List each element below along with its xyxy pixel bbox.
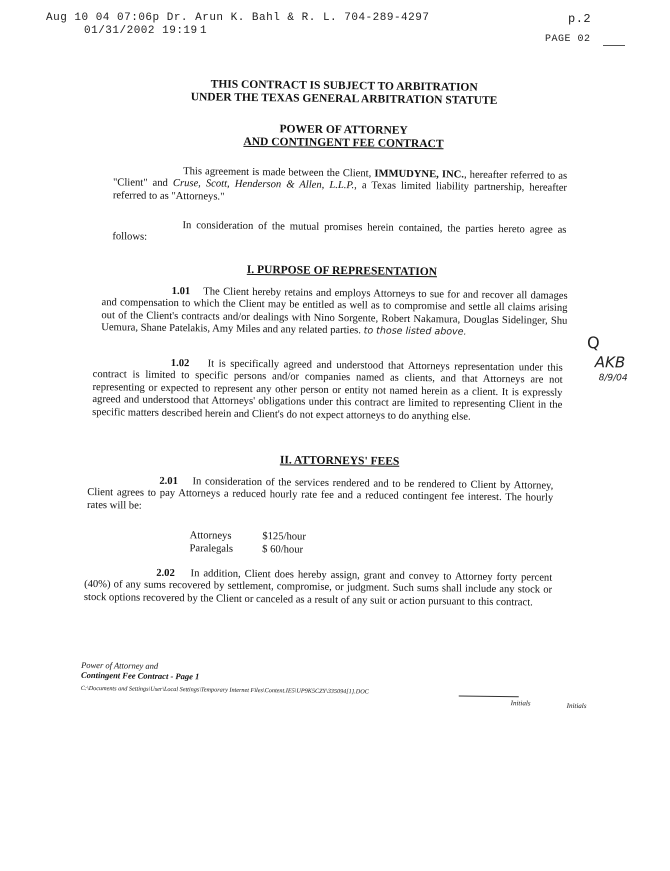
contract-title xyxy=(103,121,583,153)
agreement-text-a: This agreement is made between the Client, xyxy=(183,166,375,180)
paragraph-1-02-text: It is specifically agreed and understood that Attorneys representation under this contract is limited to specific persons and/or companies named as clients, and that Attorneys are not representing or expected to represent any other person or entity not named herein as a client. It is expressly agreed and understood that Attorneys' obligations under this contract are limited to representing Client in the specific matters described herein and Client's do not expect attorneys to do anything else. xyxy=(92,358,563,423)
initials-label-1: Initials xyxy=(510,699,531,708)
handwritten-insert: to those listed above. xyxy=(363,325,467,338)
section-1-heading: I. PURPOSE OF REPRESENTATION xyxy=(246,263,438,279)
agreement-text-c: , a Texas limited liability partnership, hereafter referred to as "Attorneys." xyxy=(112,180,568,203)
paragraph-2-01 xyxy=(87,475,553,518)
client-name: IMMUDYNE, INC. xyxy=(374,168,465,181)
rate-value: $ 60/hour xyxy=(262,544,304,556)
paragraph-2-01-number: 2.01 xyxy=(159,475,178,488)
margin-mark-q: Q xyxy=(586,333,600,353)
rates-table xyxy=(189,530,306,557)
agreement-paragraph xyxy=(113,165,567,208)
paragraph-1-01 xyxy=(101,285,568,340)
firm-name: Cruse, Scott, Henderson & Allen, L.L.P. xyxy=(172,178,355,192)
paragraph-1-01-text: The Client hereby retains and employs Attorneys to sue for and recover all damages and compensation to which the Client may be entitled as well as to compromise and settle all claims arising out of the Client's contracts and/or dealings with Nino Sorgente, Robert Nakamura, Douglas Sidelinger, Shu Uemura, Shane Patelakis, Amy Miles and any related parties. xyxy=(101,286,568,337)
agreement-text-b: , hereafter referred to as "Client" and xyxy=(112,169,568,190)
footer-line-2: Contingent Fee Contract - Page 1 xyxy=(80,669,200,682)
rate-role: Attorneys xyxy=(189,530,232,542)
paragraph-1-01-number: 1.01 xyxy=(171,285,191,298)
fax-date-line: 01/31/2002 19:19 xyxy=(84,25,198,37)
fax-page-label: PAGE 02 xyxy=(545,34,591,45)
arbitration-notice xyxy=(104,77,584,109)
paragraph-2-01-text: In consideration of the services rendered and to be rendered to Client by Attorney, Client agrees to pay Attorneys a reduced hourly rate fee and a reduced contingent fee interest. The hourly rates will be: xyxy=(86,476,554,512)
initials-line-1 xyxy=(459,696,519,698)
footer-title xyxy=(81,660,200,681)
footer-line-1: Power of Attorney and xyxy=(81,659,159,671)
rate-role: Paralegals xyxy=(189,543,234,555)
margin-initials: AKB xyxy=(594,353,626,372)
consideration-paragraph: In consideration of the mutual promises herein contained, the parties hereto agree as follows: xyxy=(112,220,567,244)
fax-line-extra: 1 xyxy=(200,25,208,37)
rate-row xyxy=(189,543,305,557)
paragraph-1-02 xyxy=(92,357,563,425)
arbitration-line-1: THIS CONTRACT IS SUBJECT TO ARBITRATION xyxy=(210,78,478,94)
margin-date: 8/9/04 xyxy=(598,373,628,384)
section-2-heading: II. ATTORNEYS' FEES xyxy=(279,454,400,468)
paragraph-2-02-text: In addition, Client does hereby assign, grant and convey to Attorney forty percent (40%) of any sums recovered by settlement, compromise, or judgment. Such sums shall include any stock or stock options recovered by the Client or canceled as a result of any suit or action pursuant to this contract. xyxy=(83,568,553,609)
title-line-1: POWER OF ATTORNEY xyxy=(279,123,408,137)
paragraph-2-02-number: 2.02 xyxy=(156,567,175,580)
fax-header-line: Aug 10 04 07:06p Dr. Arun K. Bahl & R. L. 704-289-4297 xyxy=(46,12,430,24)
paragraph-2-02 xyxy=(84,567,552,610)
title-line-2: AND CONTINGENT FEE CONTRACT xyxy=(243,135,444,151)
fax-page-number: p.2 xyxy=(568,12,592,26)
arbitration-line-2: UNDER THE TEXAS GENERAL ARBITRATION STATUTE xyxy=(190,91,498,107)
rate-value: $125/hour xyxy=(262,531,306,543)
paragraph-1-02-number: 1.02 xyxy=(170,357,190,370)
initials-label-2: Initials xyxy=(566,701,587,711)
footer-file-path: C:\Documents and Settings\User\Local Settings\Temporary Internet Files\Content.IE5\UP9K5CZY\335094[1].DOC xyxy=(80,684,369,696)
